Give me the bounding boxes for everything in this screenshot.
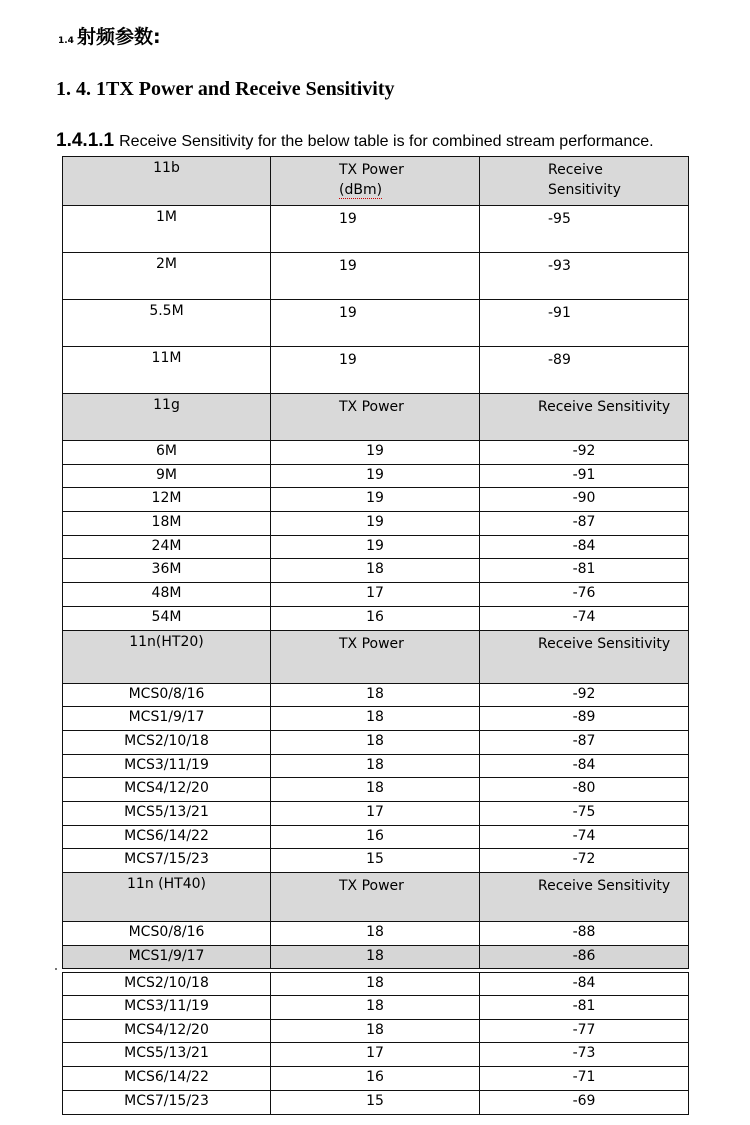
cell-rate: 1M — [62, 206, 271, 253]
cell-sensitivity: -88 — [480, 922, 689, 946]
cell-rate: 11M — [62, 347, 271, 394]
cell-rate: 48M — [62, 583, 271, 607]
section-heading-1-4 — [58, 22, 161, 49]
cell-tx-power: 15 — [271, 1091, 480, 1115]
cell-sensitivity: -90 — [480, 488, 689, 512]
cell-rate: MCS7/15/23 — [62, 1091, 271, 1115]
table-row — [62, 849, 689, 873]
cell-sensitivity: -86 — [480, 946, 689, 970]
cell-tx-power: 19 — [271, 488, 480, 512]
cell-sensitivity: -84 — [480, 536, 689, 560]
cell-sensitivity: -71 — [480, 1067, 689, 1091]
cell-tx-power: 19 — [271, 512, 480, 536]
cell-rate: 5.5M — [62, 300, 271, 347]
cell-rate: MCS6/14/22 — [62, 1067, 271, 1091]
cell-rate: 12M — [62, 488, 271, 512]
cell-sensitivity: -87 — [480, 731, 689, 755]
table-row — [62, 1043, 689, 1067]
header-cell-mode: 11n (HT40) — [62, 873, 271, 922]
cell-sensitivity: -91 — [480, 300, 689, 347]
table-row — [62, 996, 689, 1020]
cell-rate: MCS2/10/18 — [62, 731, 271, 755]
table-row — [62, 946, 689, 970]
table-row — [62, 802, 689, 826]
cell-rate: 18M — [62, 512, 271, 536]
header-cell-receive-sensitivity: Receive Sensitivity — [480, 873, 689, 922]
table-row — [62, 922, 689, 946]
table-row — [62, 536, 689, 560]
table-row — [62, 583, 689, 607]
cell-sensitivity: -77 — [480, 1020, 689, 1044]
table-row — [62, 512, 689, 536]
cell-tx-power: 18 — [271, 1020, 480, 1044]
subsection-title: Receive Sensitivity for the below table is for combined stream performance. — [119, 133, 654, 150]
cell-sensitivity: -92 — [480, 684, 689, 708]
cell-rate: MCS5/13/21 — [62, 1043, 271, 1067]
section-heading-1-4-1-1 — [56, 130, 654, 152]
cell-tx-power: 19 — [271, 347, 480, 394]
cell-sensitivity: -89 — [480, 347, 689, 394]
cell-tx-power: 18 — [271, 972, 480, 996]
cell-rate: MCS0/8/16 — [62, 684, 271, 708]
table-row — [62, 465, 689, 489]
cell-rate: 9M — [62, 465, 271, 489]
cell-sensitivity: -84 — [480, 972, 689, 996]
cell-tx-power: 18 — [271, 559, 480, 583]
header-cell-receive-sensitivity: Receive Sensitivity — [480, 156, 689, 206]
header-cell-receive-sensitivity: Receive Sensitivity — [480, 631, 689, 684]
cell-tx-power: 19 — [271, 206, 480, 253]
cell-rate: 54M — [62, 607, 271, 631]
header-cell-tx-power: TX Power — [271, 394, 480, 441]
table-row — [62, 253, 689, 300]
cell-tx-power: 17 — [271, 1043, 480, 1067]
cell-tx-power: 16 — [271, 826, 480, 850]
cell-sensitivity: -69 — [480, 1091, 689, 1115]
table-header-ht20 — [62, 631, 689, 684]
cell-sensitivity: -74 — [480, 607, 689, 631]
cell-rate: 6M — [62, 441, 271, 465]
cell-sensitivity: -91 — [480, 465, 689, 489]
cell-rate: 36M — [62, 559, 271, 583]
tx-power-sensitivity-table — [62, 156, 689, 1115]
cell-tx-power: 19 — [271, 441, 480, 465]
cell-tx-power: 15 — [271, 849, 480, 873]
cell-sensitivity: -84 — [480, 755, 689, 779]
section-heading-1-4-1: 1. 4. 1TX Power and Receive Sensitivity — [56, 78, 395, 100]
table-row — [62, 1020, 689, 1044]
cell-tx-power: 18 — [271, 684, 480, 708]
cell-tx-power: 16 — [271, 1067, 480, 1091]
cell-rate: MCS4/12/20 — [62, 1020, 271, 1044]
cell-sensitivity: -73 — [480, 1043, 689, 1067]
cell-rate: MCS6/14/22 — [62, 826, 271, 850]
cell-rate: 24M — [62, 536, 271, 560]
cell-tx-power: 18 — [271, 946, 480, 970]
cell-tx-power: 16 — [271, 607, 480, 631]
cell-rate: MCS2/10/18 — [62, 972, 271, 996]
cell-tx-power: 18 — [271, 731, 480, 755]
header-cell-receive-sensitivity: Receive Sensitivity — [480, 394, 689, 441]
table-row — [62, 684, 689, 708]
cell-tx-power: 19 — [271, 300, 480, 347]
table-row — [62, 300, 689, 347]
cell-rate: MCS3/11/19 — [62, 996, 271, 1020]
table-row — [62, 441, 689, 465]
table-row — [62, 347, 689, 394]
table-row — [62, 826, 689, 850]
cell-sensitivity: -76 — [480, 583, 689, 607]
table-row — [62, 707, 689, 731]
cell-rate: MCS5/13/21 — [62, 802, 271, 826]
cell-sensitivity: -74 — [480, 826, 689, 850]
table-row — [62, 755, 689, 779]
table-row — [62, 559, 689, 583]
cell-sensitivity: -81 — [480, 996, 689, 1020]
section-title: 射频参数: — [76, 26, 161, 48]
cell-sensitivity: -93 — [480, 253, 689, 300]
table-row — [62, 731, 689, 755]
cell-tx-power: 18 — [271, 778, 480, 802]
cell-tx-power: 19 — [271, 253, 480, 300]
section-number: 1.4 — [58, 36, 74, 46]
cell-tx-power: 18 — [271, 707, 480, 731]
subsection-number: 1.4.1.1 — [56, 130, 115, 151]
cell-tx-power: 19 — [271, 536, 480, 560]
header-cell-mode: 11n(HT20) — [62, 631, 271, 684]
cell-rate: MCS1/9/17 — [62, 946, 271, 970]
table-row — [62, 972, 689, 996]
cell-sensitivity: -87 — [480, 512, 689, 536]
cell-rate: 2M — [62, 253, 271, 300]
cell-rate: MCS1/9/17 — [62, 707, 271, 731]
header-cell-mode: 11g — [62, 394, 271, 441]
table-row — [62, 1067, 689, 1091]
cell-sensitivity: -89 — [480, 707, 689, 731]
cell-tx-power: 18 — [271, 755, 480, 779]
header-cell-tx-power: TX Power — [271, 631, 480, 684]
cell-tx-power: 19 — [271, 465, 480, 489]
header-cell-mode: 11b — [62, 156, 271, 206]
cell-sensitivity: -92 — [480, 441, 689, 465]
table-row — [62, 206, 689, 253]
table-header-ht40 — [62, 873, 689, 922]
cell-tx-power: 18 — [271, 922, 480, 946]
table-row — [62, 488, 689, 512]
cell-sensitivity: -80 — [480, 778, 689, 802]
table-row — [62, 778, 689, 802]
table-row — [62, 1091, 689, 1115]
header-cell-tx-power: TX Power (dBm) — [271, 156, 480, 206]
cell-tx-power: 18 — [271, 996, 480, 1020]
cell-sensitivity: -81 — [480, 559, 689, 583]
cell-tx-power: 17 — [271, 802, 480, 826]
cell-sensitivity: -95 — [480, 206, 689, 253]
table-row — [62, 607, 689, 631]
table-header-11g — [62, 394, 689, 441]
table-header-11b — [62, 156, 689, 206]
cell-rate: MCS3/11/19 — [62, 755, 271, 779]
cell-rate: MCS7/15/23 — [62, 849, 271, 873]
cell-sensitivity: -75 — [480, 802, 689, 826]
cell-rate: MCS0/8/16 — [62, 922, 271, 946]
cell-rate: MCS4/12/20 — [62, 778, 271, 802]
stray-dot — [55, 968, 57, 970]
header-cell-tx-power: TX Power — [271, 873, 480, 922]
cell-tx-power: 17 — [271, 583, 480, 607]
cell-sensitivity: -72 — [480, 849, 689, 873]
